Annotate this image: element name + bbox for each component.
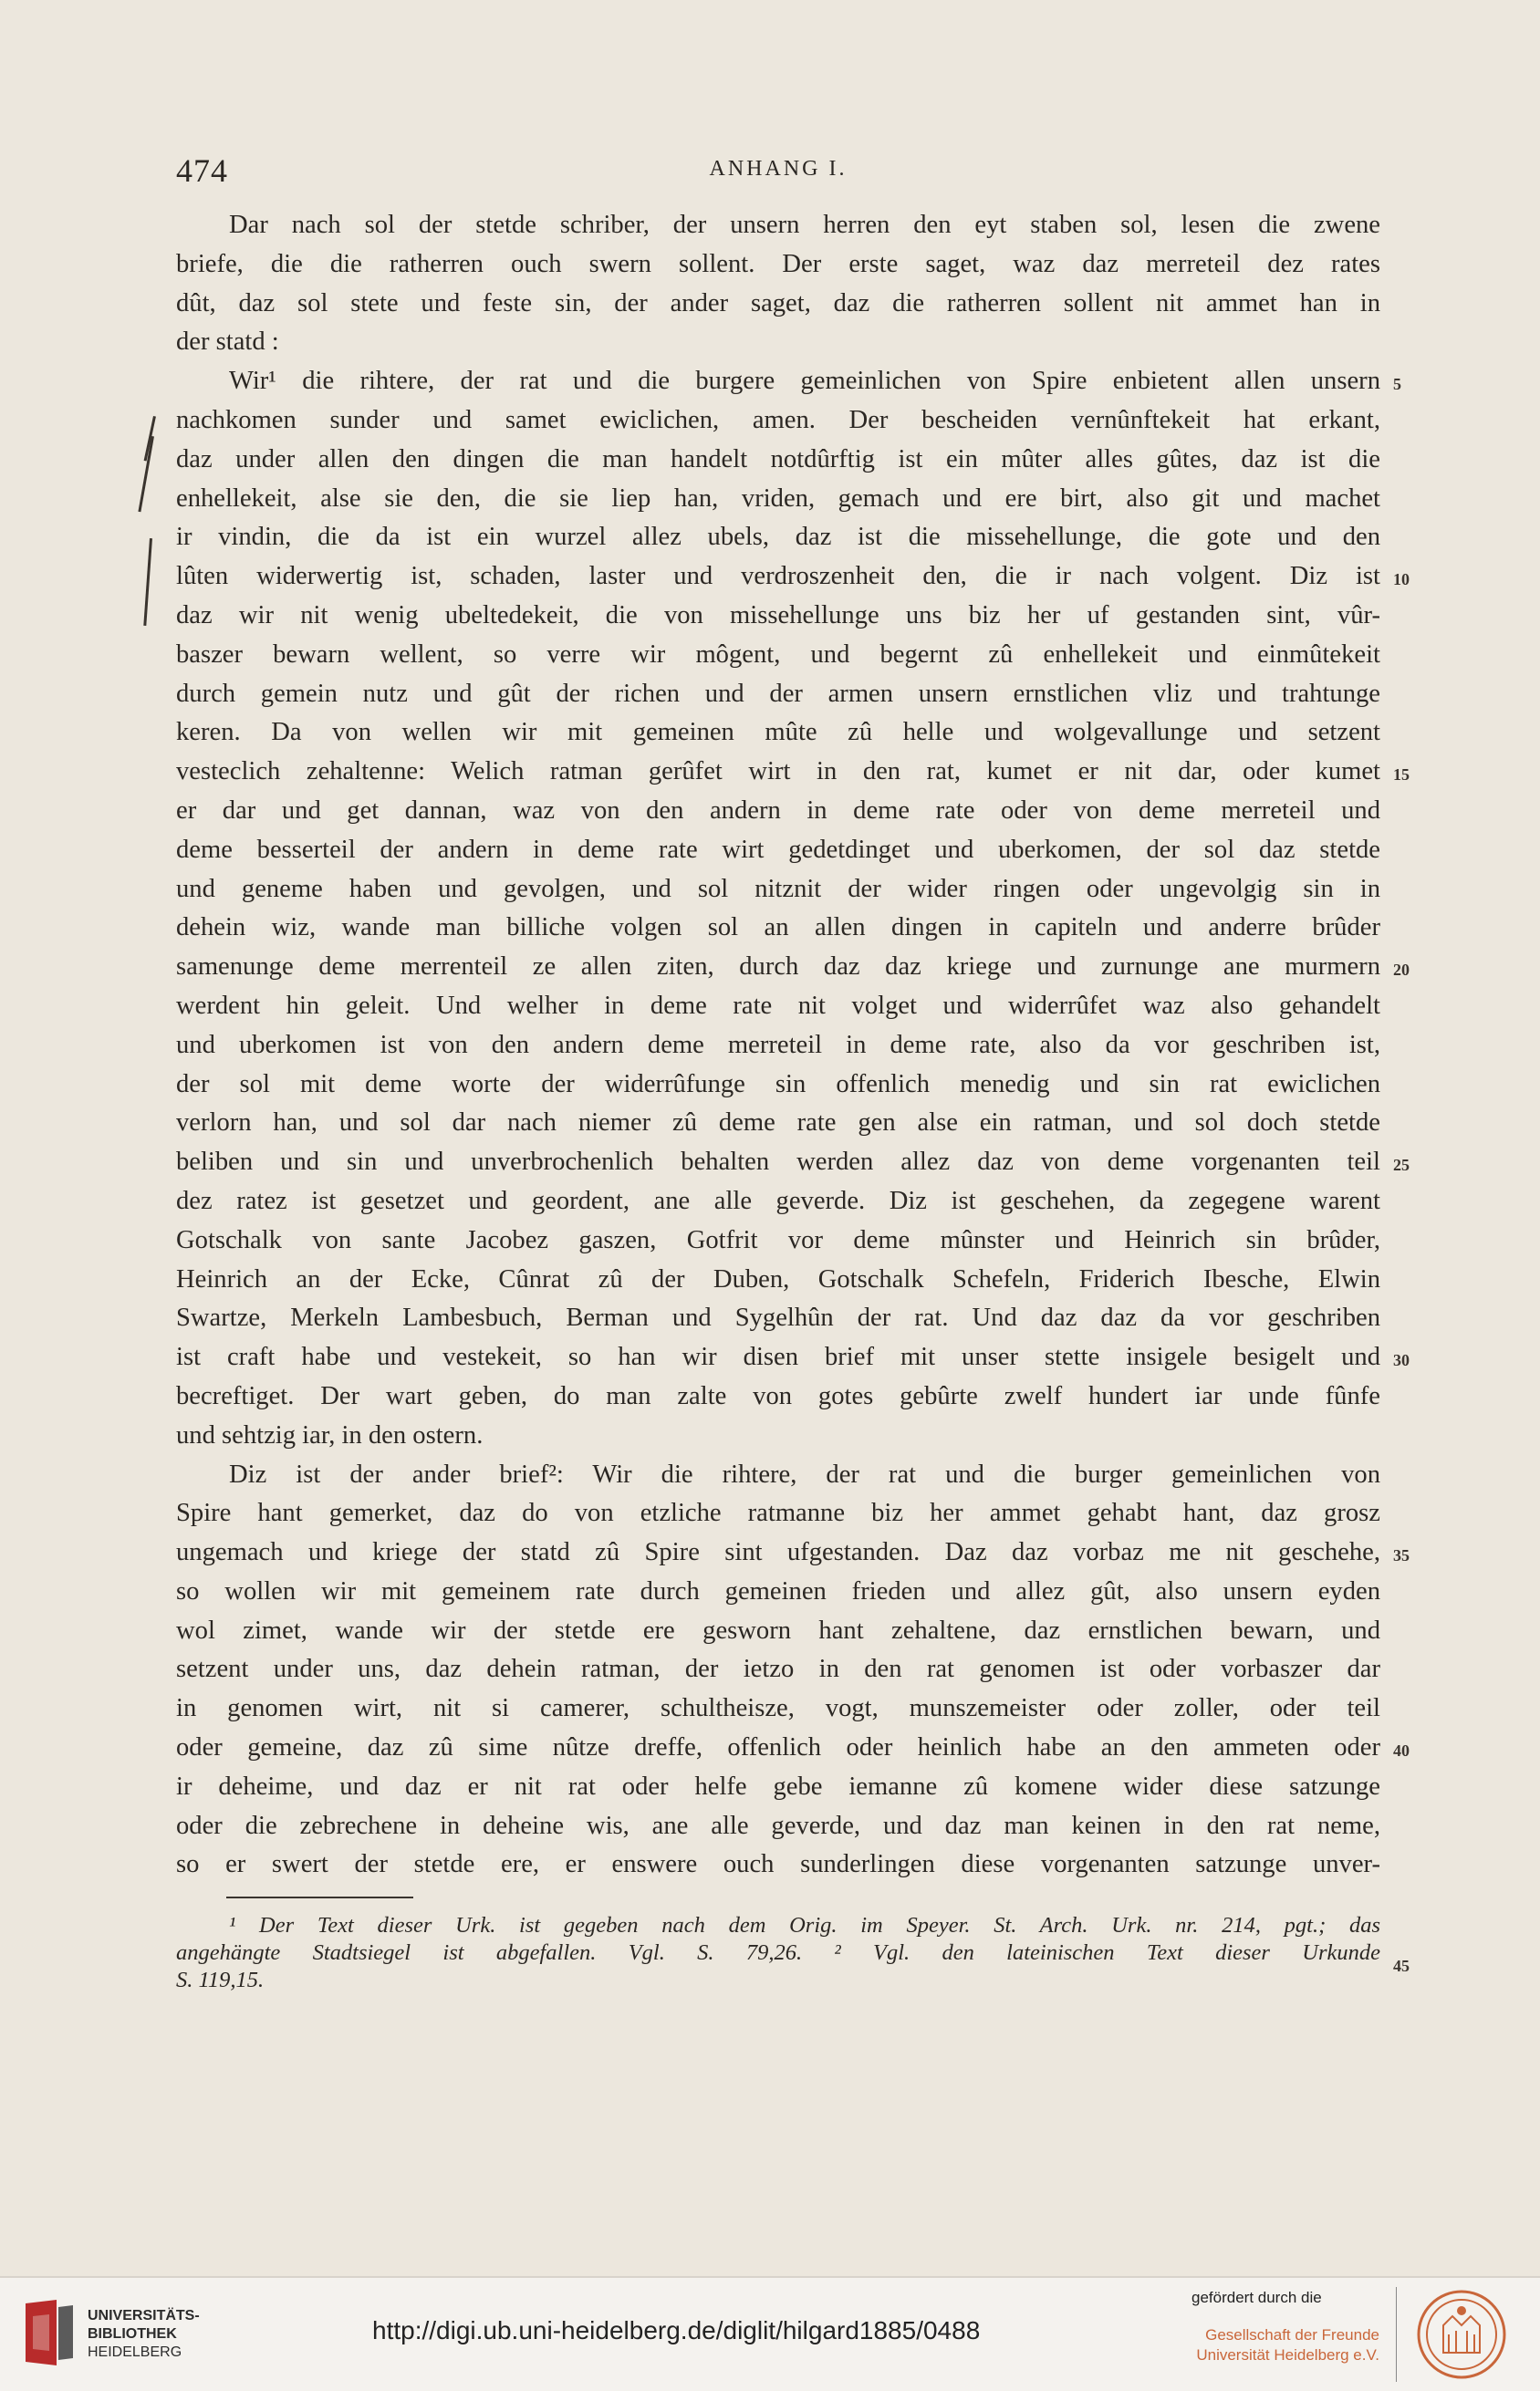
text-line: Heinrich an der Ecke, Cûnrat zû der Duben, Gotschalk Schefeln, Friderich Ibesche, Elwin [176,1264,1380,1294]
text-line: Spire hant gemerket, daz do von etzliche ratmanne biz her ammet gehabt hant, daz grosz [176,1499,1380,1528]
text-line: daz under allen den dingen die man handelt notdûrftig ist ein mûter alles gûtes, daz ist die [176,444,1380,473]
text-line: setzent under uns, daz dehein ratman, der ietzo in den rat genomen ist oder vorbaszer dar [176,1655,1380,1684]
footnote-line: ¹ Der Text dieser Urk. ist gegeben nach dem Orig. im Speyer. St. Arch. Urk. nr. 214, pgt.; das [229,1913,1380,1938]
text-line: ist craft habe und vestekeit, so han wir disen brief mit unser stette insigele besigelt und [176,1343,1380,1372]
text-line: ir vindin, die da ist ein wurzel allez ubels, daz ist die missehellunge, die gote und den [176,523,1380,552]
margin-line-number: 25 [1393,1156,1410,1175]
text-line: der sol mit deme worte der widerrûfunge sin offenlich menedig und sin rat ewiclichen [176,1069,1380,1098]
text-line: verlorn han, und sol dar nach niemer zû deme rate gen alse ein ratman, und sol doch stetde [176,1108,1380,1138]
footer-divider [1396,2287,1397,2382]
margin-line-number: 15 [1393,765,1410,785]
text-line: er dar und get dannan, waz von den andern in deme rate oder von deme merreteil und [176,795,1380,825]
margin-line-number: 35 [1393,1546,1410,1565]
text-line: durch gemein nutz und gût der richen und der armen unsern ernstlichen vliz und trahtunge [176,679,1380,708]
text-line: Diz ist der ander brief²: Wir die rihtere, der rat und die burger gemeinlichen von [229,1460,1380,1489]
margin-line-number: 10 [1393,570,1410,589]
text-line: Swartze, Merkeln Lambesbuch, Berman und Sygelhûn der rat. Und daz daz da vor geschriben [176,1304,1380,1333]
text-line: daz wir nit wenig ubeltedekeit, die von missehellunge uns biz her uf gestanden sint, vûr- [176,600,1380,629]
footnote-line: angehängte Stadtsiegel ist abgefallen. Vgl. S. 79,26. ² Vgl. den lateinischen Text dieser Urkunde [176,1940,1380,1965]
footnotes [176,1912,1380,1994]
main-text [176,206,1380,1885]
text-line: briefe, die die ratherren ouch swern sollent. Der erste saget, waz daz merreteil dez rates [176,249,1380,278]
footnote-line: S. 119,15. [176,1968,265,1992]
text-line: werdent hin geleit. Und welher in deme rate nit volget und widerrûfet waz also gehandelt [176,991,1380,1020]
text-line: Gotschalk von sante Jacobez gaszen, Gotfrit vor deme mûnster und Heinrich sin brûder, [176,1225,1380,1254]
margin-line-number: 30 [1393,1351,1410,1370]
text-line: so er swert der stetde ere, er enswere ouch sunderlingen diese vorgenanten satzunge unver- [176,1850,1380,1879]
margin-line-number: 40 [1393,1741,1410,1761]
university-seal-icon [1416,2289,1507,2380]
text-line: nachkomen sunder und samet ewiclichen, amen. Der bescheiden vernûnftekeit hat erkant, [176,405,1380,434]
text-line: lûten widerwertig ist, schaden, laster und verdroszenheit den, die ir nach volgent. Diz ist [176,562,1380,591]
text-line: und uberkomen ist von den andern deme merreteil in deme rate, also da vor geschriben ist, [176,1030,1380,1059]
text-line: der statd : [176,327,279,357]
margin-mark [143,538,152,626]
text-line: keren. Da von wellen wir mit gemeinen mûte zû helle und wolgevallunge und setzent [176,718,1380,747]
footnote-line-number: 45 [1393,1957,1410,1975]
text-line: Dar nach sol der stetde schriber, der unsern herren den eyt staben sol, lesen die zwene [229,211,1380,239]
running-head: ANHANG I. [709,157,848,181]
document-url[interactable]: http://digi.ub.uni-heidelberg.de/diglit/hilgard1885/0488 [372,2316,981,2344]
text-line: ir deheime, und daz er nit rat oder helfe gebe iemanne zû komene wider diese satzunge [176,1772,1380,1801]
text-line: oder gemeine, daz zû sime nûtze dreffe, offenlich oder heinlich habe an den ammeten oder [176,1733,1380,1762]
text-line: und sehtzig iar, in den ostern. [176,1420,484,1450]
text-line: dez ratez ist gesetzet und geordent, ane alle geverde. Diz ist geschehen, da zegegene warent [176,1186,1380,1215]
text-line: in genomen wirt, nit si camerer, schultheisze, vogt, munszemeister oder zoller, oder teil [176,1694,1380,1723]
text-line: beliben und sin und unverbrochenlich behalten werden allez daz von deme vorgenanten teil [176,1148,1380,1177]
margin-line-number: 5 [1393,375,1401,394]
ub-logo-icon [20,2298,78,2367]
library-name: UNIVERSITÄTS- BIBLIOTHEK HEIDELBERG [88,2308,200,2360]
page-number: 474 [176,152,228,189]
footnote-rule [226,1897,413,1898]
text-line: und geneme haben und gevolgen, und sol nitznit der wider ringen oder ungevolgig sin in [176,874,1380,903]
text-line: so wollen wir mit gemeinem rate durch gemeinen frieden und allez gût, also unsern eyden [176,1576,1380,1606]
text-line: becreftiget. Der wart geben, do man zalte von gotes gebûrte zwelf hundert iar unde fûnfe [176,1381,1380,1410]
text-line: vesteclich zehaltenne: Welich ratman gerûfet wirt in den rat, kumet er nit dar, oder kumet [176,757,1380,786]
sponsor-name[interactable]: Gesellschaft der Freunde Universität Heidelberg e.V. [1196,2326,1379,2364]
text-line: ungemach und kriege der statd zû Spire sint ufgestanden. Daz daz vorbaz me nit geschehe, [176,1538,1380,1567]
text-line: dehein wiz, wande man billiche volgen sol an allen dingen in capiteln und anderre brûder [176,913,1380,942]
text-line: baszer bewarn wellent, so verre wir môgent, und begernt zû enhellekeit und einmûtekeit [176,639,1380,669]
page-header [176,151,1380,188]
text-line: dût, daz sol stete und feste sin, der ander saget, daz die ratherren sollent nit ammet han in [176,288,1380,317]
text-line: deme besserteil der andern in deme rate wirt gedetdinget und uberkomen, der sol daz stetde [176,835,1380,864]
text-line: samenunge deme merrenteil ze allen ziten, durch daz daz kriege und zurnunge ane murmern [176,952,1380,982]
text-line: enhellekeit, alse sie den, die sie liep han, vriden, gemach und ere birt, also git und machet [176,483,1380,513]
sponsor-label: gefördert durch die [1191,2289,1322,2306]
text-line: wol zimet, wande wir der stetde ere gesworn hant zehaltene, daz ernstlichen bewarn, und [176,1616,1380,1645]
text-line: Wir¹ die rihtere, der rat und die burgere gemeinlichen von Spire enbietent allen unsern [229,367,1380,396]
margin-line-number: 20 [1393,961,1410,980]
text-line: oder die zebrechene in deheine wis, ane alle geverde, und daz man keinen in den rat neme, [176,1811,1380,1840]
viewer-footer [0,2276,1540,2391]
